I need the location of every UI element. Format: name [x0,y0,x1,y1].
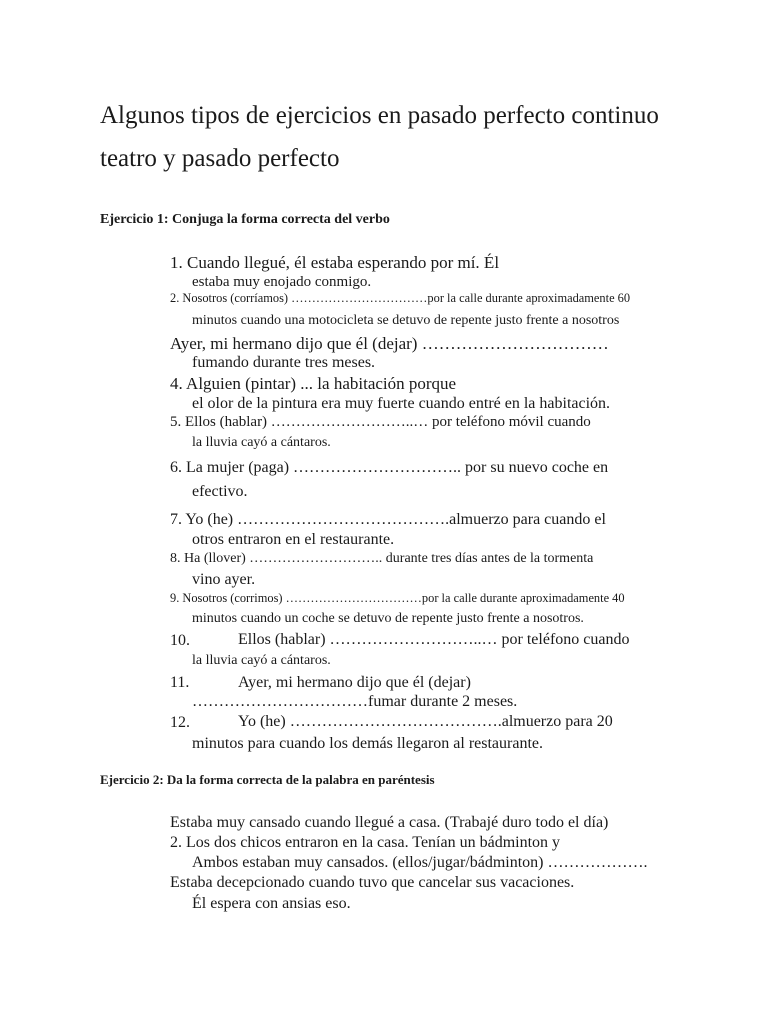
ex1-line: estaba muy enojado conmigo. [192,274,372,290]
ex1-line: efectivo. [192,483,248,500]
ex2-line: 2. Los dos chicos entraron en la casa. Tenían un bádminton y [170,834,561,851]
ex2-line: Ambos estaban muy cansados. (ellos/jugar/bádminton) ………………. [192,854,648,871]
title-line-1: Algunos tipos de ejercicios en pasado perfecto continuo [100,102,659,129]
ex1-line: fumando durante tres meses. [192,354,376,371]
ex1-line: 2. Nosotros (corríamos) ……………………………por la calle durante aproximadamente 60 [170,291,631,305]
document-title [100,94,720,180]
ex1-line: minutos cuando una motocicleta se detuvo de repente justo frente a nosotros [192,313,620,328]
ex1-line: Ayer, mi hermano dijo que él (dejar) [238,674,471,691]
ex2-line: Estaba muy cansado cuando llegué a casa. (Trabajé duro todo el día) [170,814,609,831]
ex1-line: 9. Nosotros (corrimos) ……………………………por la calle durante aproximadamente 40 [170,591,625,605]
title-line-2: teatro y pasado perfecto [100,145,340,172]
ex1-line: Ellos (hablar) ………………………..… por teléfono cuando [238,631,630,648]
ex1-item-number: 11. [170,674,190,691]
exercise-2-heading: Ejercicio 2: Da la forma correcta de la palabra en paréntesis [100,772,435,787]
ex1-line: Ayer, mi hermano dijo que él (dejar) …………………………… [170,334,609,353]
ex1-line: 1. Cuando llegué, él estaba esperando por mí. Él [170,253,500,272]
ex1-line: 4. Alguien (pintar) ... la habitación porque [170,374,457,393]
ex1-line: la lluvia cayó a cántaros. [192,653,331,668]
ex1-line: Yo (he) ………………………………….almuerzo para 20 [238,713,613,730]
ex1-item-number: 10. [170,632,190,649]
ex1-line: 8. Ha (llover) ……………………….. durante tres días antes de la tormenta [170,551,594,566]
ex1-line: el olor de la pintura era muy fuerte cuando entré en la habitación. [192,395,611,412]
ex1-line: vino ayer. [192,571,256,588]
ex1-line: minutos cuando un coche se detuvo de repente justo frente a nosotros. [192,611,584,626]
ex1-line: la lluvia cayó a cántaros. [192,435,331,450]
ex1-line: 6. La mujer (paga) ………………………….. por su nuevo coche en [170,459,609,476]
ex2-line: Estaba decepcionado cuando tuvo que cancelar sus vacaciones. [170,874,575,891]
ex1-line: ……………………………fumar durante 2 meses. [192,693,518,710]
ex1-line: otros entraron en el restaurante. [192,531,395,548]
ex1-line: minutos para cuando los demás llegaron al restaurante. [192,735,543,752]
ex1-item-number: 12. [170,714,190,731]
exercise-1-heading: Ejercicio 1: Conjuga la forma correcta del verbo [100,212,390,227]
ex2-line: Él espera con ansias eso. [192,895,351,912]
ex1-line: 7. Yo (he) ………………………………….almuerzo para cuando el [170,511,606,528]
ex1-line: 5. Ellos (hablar) ………………………..… por teléfono móvil cuando [170,414,591,430]
